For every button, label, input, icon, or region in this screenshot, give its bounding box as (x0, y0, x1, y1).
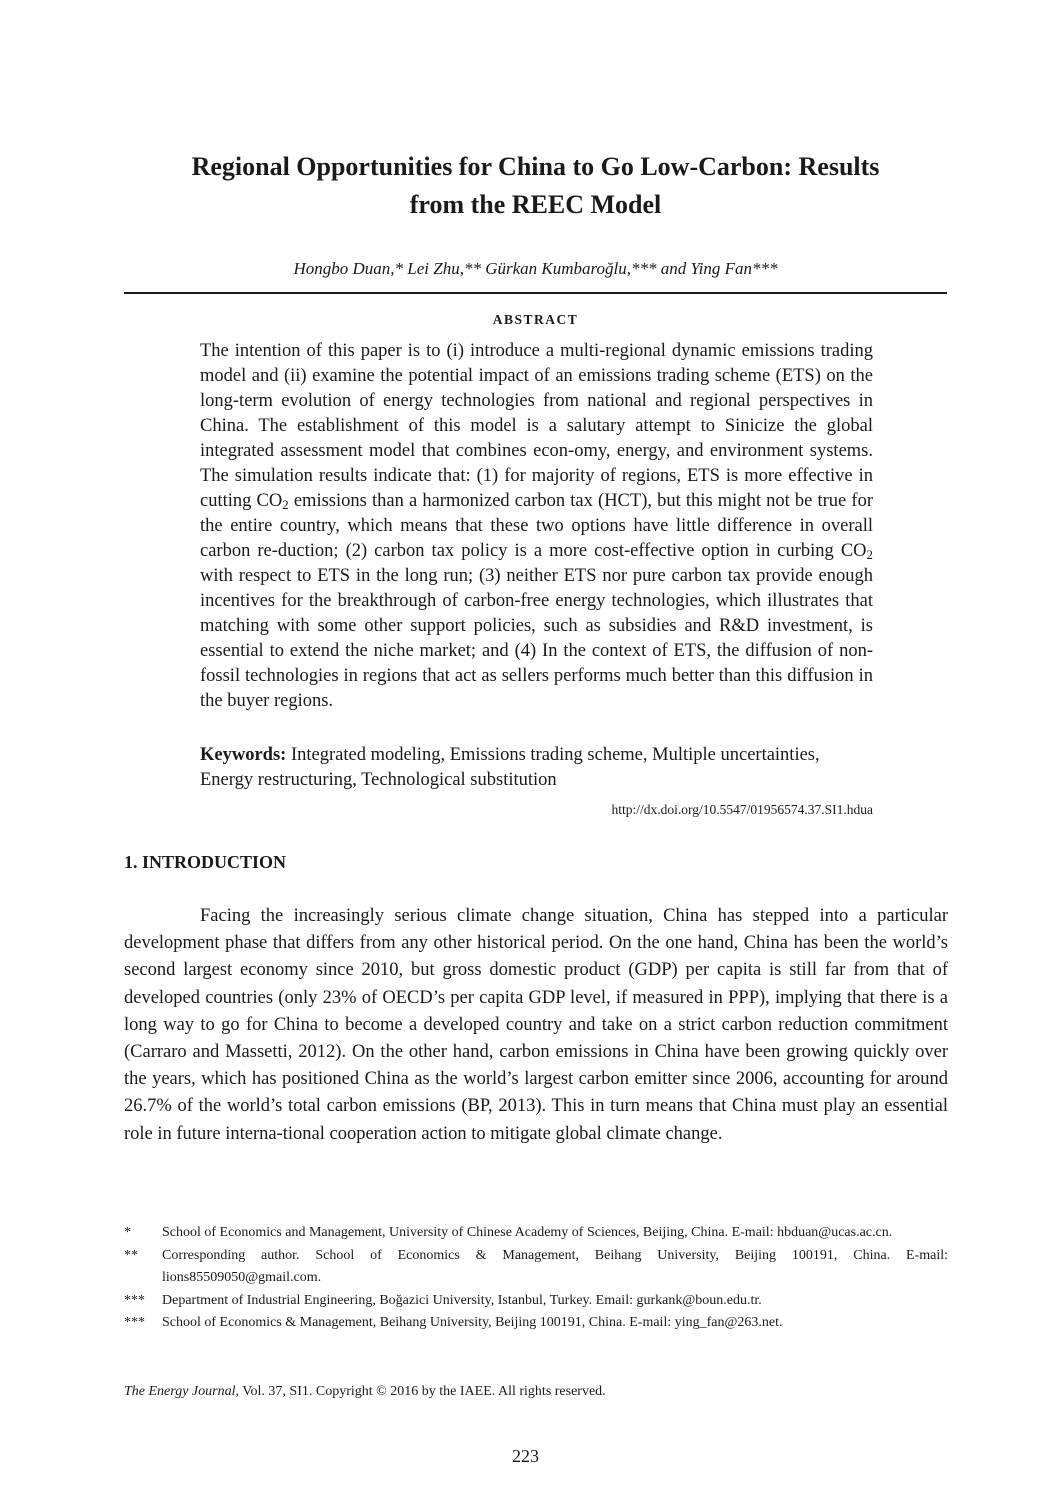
abstract-text (200, 339, 873, 714)
footnote-mark: ** (124, 1247, 138, 1263)
section-heading-introduction: 1. INTRODUCTION (124, 852, 287, 872)
page-number: 223 (512, 1446, 539, 1466)
copyright-text: , Vol. 37, SI1. Copyright © 2016 by the IAEE. All rights reserved. (235, 1384, 606, 1399)
footnote-text: School of Economics and Management, University of Chinese Academy of Sciences, Beijing, China. E-mail: hbduan@ucas.ac.cn. (162, 1225, 893, 1240)
footnote-text: Corresponding author. School of Economics & Management, Beihang University, Beijing 100191, China. E-mail: lions85509050@gmail.com. (162, 1247, 948, 1285)
footnote-mark: *** (124, 1315, 145, 1330)
footnote (124, 1245, 948, 1290)
footnote-text: School of Economics & Management, Beihang University, Beijing 100191, China. E-mail: ying_fan@263.net. (162, 1315, 783, 1330)
footnote-mark: *** (124, 1292, 145, 1308)
title-line-2: from the REEC Model (409, 190, 662, 219)
keywords-label: Keywords: (200, 745, 287, 765)
co2-subscript: 2 (282, 497, 289, 513)
footnote (124, 1290, 948, 1313)
header-divider (124, 292, 947, 294)
footnotes (124, 1222, 948, 1335)
introduction-paragraph: Facing the increasingly serious climate change situation, China has stepped into a particular development phase that differs from any other historical period. On the one hand, China has been the world’s second largest economy since 2010, but gross domestic product (GDP) per capita is still far from that of developed countries (only 23% of OECD’s per capita GDP level, if measured in PPP), implying that there is a long way to go for China to become a developed country and take on a strict carbon reduction commitment (Carraro and Massetti, 2012). On the other hand, carbon emissions in China have been growing quickly over the years, which has positioned China as the world’s largest carbon emitter since 2006, accounting for around 26.7% of the world’s total carbon emissions (BP, 2013). This in turn means that China must play an essential role in future interna-tional cooperation action to mitigate global climate change. (124, 906, 948, 1144)
footnote-mark: * (124, 1225, 131, 1240)
doi-link[interactable]: http://dx.doi.org/10.5547/01956574.37.SI1.hdua (611, 802, 873, 817)
footnote-text: Department of Industrial Engineering, Boğazici University, Istanbul, Turkey. Email: gurkank@boun.edu.tr. (162, 1292, 762, 1308)
co2-subscript: 2 (866, 547, 873, 563)
author-list: Hongbo Duan,* Lei Zhu,** Gürkan Kumbaroğlu,*** and Ying Fan*** (293, 259, 778, 278)
title-line-1: Regional Opportunities for China to Go Low-Carbon: Results (191, 152, 880, 181)
keywords (200, 743, 873, 793)
abstract-heading: ABSTRACT (492, 312, 579, 327)
journal-citation (124, 1382, 948, 1402)
abstract-part-3: with respect to ETS in the long run; (3) neither ETS nor pure carbon tax provide enough incentives for the breakthrough of carbon-free energy technologies, which illustrates that matching with some other support policies, such as subsidies and R&D investment, is essential to extend the niche market; and (4) In the context of ETS, the diffusion of non-fossil technologies in regions that act as sellers performs much better than this diffusion in the buyer regions. (200, 566, 873, 711)
footnote (124, 1222, 948, 1245)
abstract-part-1: The intention of this paper is to (i) introduce a multi-regional dynamic emissions trading model and (ii) examine the potential impact of an emissions trading scheme (ETS) on the long-term evolution of energy technologies from national and regional perspectives in China. The establishment of this model is a salutary attempt to Sinicize the global integrated assessment model that combines econ-omy, energy, and environment systems. The simulation results indicate that: (1) for majority of regions, ETS is more effective in cutting CO (200, 341, 873, 511)
footnote (124, 1312, 948, 1335)
journal-name: The Energy Journal (124, 1384, 236, 1399)
keywords-text: Integrated modeling, Emissions trading scheme, Multiple uncertainties, Energy restructuring, Technological substitution (200, 745, 820, 790)
paper-title (100, 148, 971, 224)
abstract-part-2: emissions than a harmonized carbon tax (HCT), but this might not be true for the entire country, which means that these two options have little difference in overall carbon re-duction; (2) carbon tax policy is a more cost-effective option in curbing CO (200, 491, 873, 561)
